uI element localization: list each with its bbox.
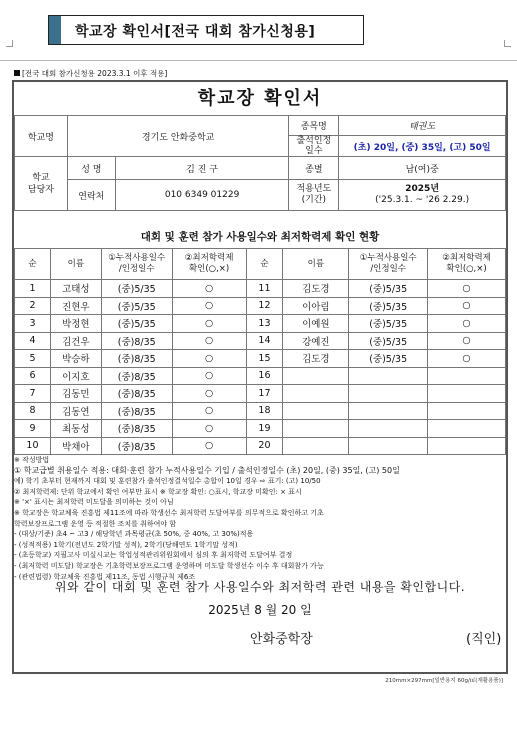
days-used: (중)8/35 bbox=[101, 385, 172, 403]
instruction-line: - (대상/기준) 초4 ~ 고3 / 해당학년 과목평균(초 50%, 중 40%, 고 30%)적용 bbox=[14, 530, 254, 539]
instruction-line: - (초등학교) 지필고사 미실시교는 학업성적관리위원회에서 심의 후 최저학력 도달여부 결정 bbox=[14, 551, 293, 560]
student-name: 박승하 bbox=[50, 350, 101, 368]
instruction-line: ※ 작성방법 bbox=[14, 456, 50, 464]
row-number: 6 bbox=[15, 367, 51, 385]
table-row bbox=[15, 420, 506, 438]
student-name: 김동연 bbox=[50, 402, 101, 420]
instruction-line: ※ '×' 표시는 최저학력 미도달을 의미하는 것이 아님 bbox=[14, 498, 174, 507]
gender-label: 종별 bbox=[289, 157, 339, 180]
col-name-header: 이름 bbox=[50, 249, 101, 280]
days-used: (중)8/35 bbox=[101, 437, 172, 455]
roster-table bbox=[14, 248, 506, 455]
row-number: 16 bbox=[246, 367, 283, 385]
days-used: (중)8/35 bbox=[101, 367, 172, 385]
days-used bbox=[349, 385, 428, 403]
contact-value: 010 6349 01229 bbox=[115, 180, 289, 211]
days-used: (중)5/35 bbox=[349, 332, 428, 350]
table-row bbox=[15, 402, 506, 420]
student-name: 김도경 bbox=[283, 280, 349, 298]
days-used: (중)5/35 bbox=[349, 350, 428, 368]
min-achievement-check bbox=[428, 367, 506, 385]
min-achievement-check: ○ bbox=[172, 420, 246, 438]
instruction-line: ① 학교급별 취용일수 적용: 대회·훈련 참가 누적사용일수 기입 / 출석인정일수 (초) 20일, (중) 35일, (고) 50일 bbox=[14, 465, 400, 475]
roster-header-row bbox=[15, 249, 506, 280]
min-achievement-check: ○ bbox=[428, 297, 506, 315]
min-achievement-check: ○ bbox=[172, 297, 246, 315]
event-label: 종목명 bbox=[289, 116, 339, 136]
min-achievement-check bbox=[428, 385, 506, 403]
row-number: 2 bbox=[15, 297, 51, 315]
row-number: 18 bbox=[246, 402, 283, 420]
min-achievement-check: ○ bbox=[172, 350, 246, 368]
crop-mark bbox=[504, 40, 511, 47]
row-number: 20 bbox=[246, 437, 283, 455]
min-achievement-check: ○ bbox=[172, 402, 246, 420]
instruction-line: - (최저학력 미도달) 학교장은 기초학력보장프로그램 운영하며 미도달 학생선수 이수 후 대회참가 가능 bbox=[14, 561, 324, 570]
days-used bbox=[349, 367, 428, 385]
student-name bbox=[283, 420, 349, 438]
student-name bbox=[283, 402, 349, 420]
days-used: (중)8/35 bbox=[101, 332, 172, 350]
row-number: 3 bbox=[15, 315, 51, 333]
student-name: 최동성 bbox=[50, 420, 101, 438]
col-days-header: ①누적사용일수 /인정일수 bbox=[349, 249, 428, 280]
student-name: 고태성 bbox=[50, 280, 101, 298]
table-row bbox=[15, 297, 506, 315]
table-row bbox=[15, 350, 506, 368]
min-achievement-check: ○ bbox=[428, 332, 506, 350]
attend-days-label: 출석인정 일수 bbox=[289, 136, 339, 157]
col-min-header: ②최저학력제 확인(○,×) bbox=[172, 249, 246, 280]
col-name-header: 이름 bbox=[283, 249, 349, 280]
days-used: (중)8/35 bbox=[101, 420, 172, 438]
min-achievement-check: ○ bbox=[428, 315, 506, 333]
days-used bbox=[349, 420, 428, 438]
document-header bbox=[48, 15, 364, 45]
confirmation-date: 2025년 8 월 20 일 bbox=[208, 603, 312, 617]
row-number: 11 bbox=[246, 280, 283, 298]
days-used: (중)5/35 bbox=[349, 315, 428, 333]
instruction-line: ② 최저학력제: 단위 학교에서 확인 여부만 표시 ※ 학교장 확인: ○표시, 학교장 미확인: × 표시 bbox=[14, 487, 302, 496]
event-value: 태권도 bbox=[339, 116, 506, 136]
attend-days-value: (초) 20일, (중) 35일, (고) 50일 bbox=[339, 136, 506, 157]
min-achievement-check bbox=[428, 437, 506, 455]
days-used: (중)5/35 bbox=[101, 297, 172, 315]
min-achievement-check: ○ bbox=[428, 350, 506, 368]
min-achievement-check bbox=[428, 420, 506, 438]
days-used: (중)5/35 bbox=[349, 297, 428, 315]
min-achievement-check: ○ bbox=[428, 280, 506, 298]
table-row bbox=[15, 332, 506, 350]
days-used: (중)8/35 bbox=[101, 402, 172, 420]
col-days-header: ①누적사용일수 /인정일수 bbox=[101, 249, 172, 280]
student-name bbox=[283, 385, 349, 403]
paper-spec: 210mm×297mm[일반용지 60g/㎡(재활용품)] bbox=[385, 678, 503, 684]
instruction-line: - (관련법령) 학교체육 진흥법 제11조, 동법 시행규칙 제6조 bbox=[14, 572, 196, 581]
table-row bbox=[15, 280, 506, 298]
min-achievement-check bbox=[428, 402, 506, 420]
student-name: 김도경 bbox=[283, 350, 349, 368]
info-table bbox=[14, 115, 506, 211]
col-no-header: 순 bbox=[15, 249, 51, 280]
days-used: (중)5/35 bbox=[101, 315, 172, 333]
row-number: 13 bbox=[246, 315, 283, 333]
student-name bbox=[283, 367, 349, 385]
table-row bbox=[15, 437, 506, 455]
page-title: 학교장 확인서 bbox=[14, 83, 506, 116]
crop-mark bbox=[6, 40, 13, 47]
student-name: 박채아 bbox=[50, 437, 101, 455]
apply-year-value: 2025년 ('25.3.1. ~ '26 2.29.) bbox=[339, 180, 506, 211]
min-achievement-check: ○ bbox=[172, 315, 246, 333]
manager-name-value: 김 진 구 bbox=[115, 157, 289, 180]
page-edge-line bbox=[0, 60, 517, 61]
col-min-header: ②최저학력제 확인(○,×) bbox=[428, 249, 506, 280]
instruction-line: ※ 학교장은 학교체육 진흥법 제11조에 따라 학생선수 최저학력 도달여부를 의무적으로 확인하고 기초 bbox=[14, 508, 324, 517]
table-row bbox=[15, 315, 506, 333]
student-name: 박정현 bbox=[50, 315, 101, 333]
row-number: 10 bbox=[15, 437, 51, 455]
row-number: 14 bbox=[246, 332, 283, 350]
school-name-label: 학교명 bbox=[15, 116, 68, 157]
manager-label: 학교 담당자 bbox=[15, 157, 68, 211]
row-number: 9 bbox=[15, 420, 51, 438]
student-name: 진현우 bbox=[50, 297, 101, 315]
min-achievement-check: ○ bbox=[172, 280, 246, 298]
row-number: 12 bbox=[246, 297, 283, 315]
instruction-line: - (성적적용) 1학기(전년도 2학기말 성적), 2학기(당해연도 1학기말 성적) bbox=[14, 540, 238, 549]
confirmation-statement: 위와 같이 대회 및 훈련 참가 사용일수와 최저학력 관련 내용을 확인합니다. bbox=[54, 580, 466, 594]
school-name-value: 경기도 안화중학교 bbox=[67, 116, 289, 157]
table-row bbox=[15, 367, 506, 385]
days-used bbox=[349, 402, 428, 420]
row-number: 17 bbox=[246, 385, 283, 403]
student-name: 이지호 bbox=[50, 367, 101, 385]
days-used: (중)8/35 bbox=[101, 350, 172, 368]
table-row bbox=[15, 385, 506, 403]
row-number: 1 bbox=[15, 280, 51, 298]
row-number: 4 bbox=[15, 332, 51, 350]
days-used bbox=[349, 437, 428, 455]
min-achievement-check: ○ bbox=[172, 437, 246, 455]
document-header-title: 학교장 확인서[전국 대회 참가신청용] bbox=[75, 24, 316, 40]
contact-label: 연락처 bbox=[67, 180, 115, 211]
min-achievement-check: ○ bbox=[172, 367, 246, 385]
instruction-line: 학력보장프로그램 운영 등 적절한 조치를 취하여야 함 bbox=[14, 519, 177, 528]
student-name: 이예원 bbox=[283, 315, 349, 333]
row-number: 15 bbox=[246, 350, 283, 368]
row-number: 7 bbox=[15, 385, 51, 403]
manager-name-label: 성 명 bbox=[67, 157, 115, 180]
min-achievement-check: ○ bbox=[172, 385, 246, 403]
student-name: 이아림 bbox=[283, 297, 349, 315]
student-name bbox=[283, 437, 349, 455]
square-bullet-icon bbox=[14, 70, 20, 76]
writing-instructions bbox=[14, 455, 506, 582]
min-achievement-check: ○ bbox=[172, 332, 246, 350]
days-used: (중)5/35 bbox=[101, 280, 172, 298]
header-accent-strip bbox=[49, 16, 61, 44]
notice-text: [전국 대회 참가신청용 2023.3.1 이후 적용] bbox=[22, 69, 168, 78]
student-name: 김동민 bbox=[50, 385, 101, 403]
row-number: 8 bbox=[15, 402, 51, 420]
row-number: 5 bbox=[15, 350, 51, 368]
official-seal-label: (직인) bbox=[466, 632, 502, 647]
apply-year-label: 적용년도 (기간) bbox=[289, 180, 339, 211]
days-used: (중)5/35 bbox=[349, 280, 428, 298]
row-number: 19 bbox=[246, 420, 283, 438]
col-no-header: 순 bbox=[246, 249, 283, 280]
instruction-line: 예) 학기 초부터 현재까지 대회 및 훈련참가 출석인정결석일수 총합이 10일 경우 ⇨ 표기: (고) 10/50 bbox=[14, 477, 321, 486]
section-heading: 대회 및 훈련 참가 사용일수와 최저학력제 확인 현황 bbox=[14, 226, 506, 249]
student-name: 강예진 bbox=[283, 332, 349, 350]
school-principal-signature: 안화중학장 bbox=[250, 632, 313, 647]
student-name: 김건우 bbox=[50, 332, 101, 350]
gender-value: 남(여)중 bbox=[339, 157, 506, 180]
applicability-notice bbox=[14, 68, 167, 79]
